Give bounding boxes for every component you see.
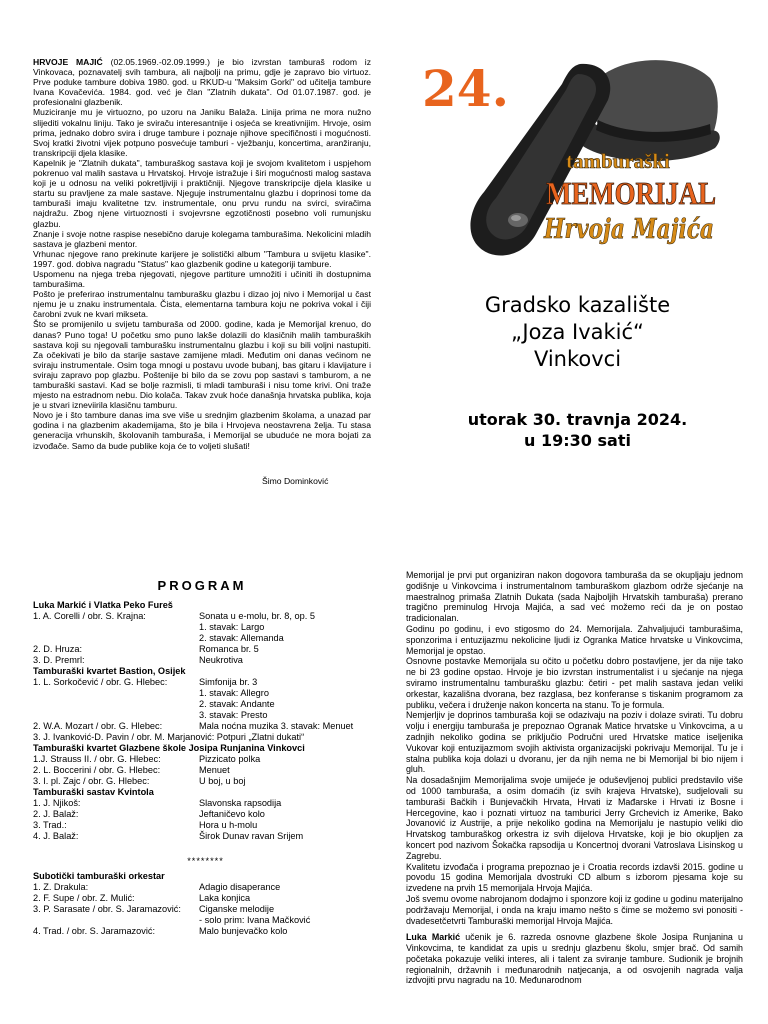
program-group bbox=[33, 600, 378, 666]
program-item bbox=[33, 926, 378, 937]
performer-bio-text: učenik je 6. razreda osnovne glazbene škole Josipa Runjanina u Vinkovcima, te kandidat za upis u srednju glazbenu školu, smjer brač. Od samih početaka pokazuje veliki interes, ali i talent za sviranje tambure. Sudionik je brojnih regionalnih, državnih i međunarodnih natjecanja, a od osvojenih nagrada valja izdvojiti prvu nagradu na 10. Međunarodnom bbox=[406, 932, 743, 986]
ensemble-name: Tamburaški sastav Kvintola bbox=[33, 787, 154, 797]
program-group bbox=[33, 787, 378, 842]
composer: 1. J. Njikoš: bbox=[33, 798, 81, 808]
time-line: u 19:30 sati bbox=[524, 431, 631, 450]
program-item bbox=[33, 893, 378, 904]
piece-title: Malo bunjevačko kolo bbox=[199, 926, 288, 936]
program-movement: 1. stavak: Largo bbox=[199, 622, 265, 632]
ensemble-name: Subotički tamburaški orkestar bbox=[33, 871, 165, 881]
bio-signature: Šimo Dominković bbox=[262, 476, 329, 486]
program-movement: 1. stavak: Allegro bbox=[199, 688, 269, 698]
program-item bbox=[33, 882, 378, 893]
biography bbox=[33, 57, 371, 451]
date-line: utorak 30. travnja 2024. bbox=[467, 410, 688, 429]
venue-line: Gradsko kazalište bbox=[484, 293, 671, 317]
bio-paragraph: Uspomenu na njega treba njegovati, njegove partiture umnožiti i učiniti ih dostupnima tamburašima. bbox=[33, 268, 371, 290]
composer: 3. D. Premrl: bbox=[33, 655, 85, 665]
piece-title: Sonata u e-molu, br. 8, op. 5 bbox=[199, 611, 315, 621]
composer: 3. I. pl. Zajc / obr. G. Hlebec: bbox=[33, 776, 150, 786]
piece-title: Romanca br. 5 bbox=[199, 644, 259, 654]
program-title: PROGRAM bbox=[157, 578, 247, 593]
piece-title: Laka konjica bbox=[199, 893, 251, 903]
article-paragraph: Nemjerljiv je doprinos tamburaša koji se odazivaju na poziv i dolaze svirati. Tu dobru volju i energiju tamburaša je prepoznao Ogranak Matice hrvatske u Vinkovcima, a u zadnjih nekoliko godina se priključio Područni ured Hrvatske matice iseljenika Vukovar koji entuzijazmom svojih aktivista organizacijski pokrivaju Memorijal. Tu je i stalna publika koja dolazi u dvoranu, jer da njih nema ne bi Memorijal bi bio nijem i gluh. bbox=[406, 710, 743, 775]
program-item bbox=[33, 655, 378, 666]
program-item bbox=[33, 798, 378, 809]
piece-title: U boj, u boj bbox=[199, 776, 246, 786]
program-item bbox=[33, 820, 378, 831]
program-item bbox=[33, 904, 378, 915]
memorial-number: 24. bbox=[422, 59, 509, 118]
piece-title: Slavonska rapsodija bbox=[199, 798, 282, 808]
piece-title: Simfonija br. 3 bbox=[199, 677, 258, 687]
composer: 1. L. Sorkočević / obr. G. Hlebec: bbox=[33, 677, 168, 687]
program-movement: 2. stavak: Andante bbox=[199, 699, 275, 709]
performer-name: Luka Markić bbox=[406, 932, 461, 943]
program-movement: - solo prim: Ivana Mačković bbox=[199, 915, 311, 925]
venue-line: „Joza Ivakić“ bbox=[511, 320, 644, 344]
piece-title: Mala noćna muzika 3. stavak: Menuet bbox=[199, 721, 354, 731]
program-movement: 3. stavak: Presto bbox=[199, 710, 268, 720]
program-item bbox=[33, 611, 378, 622]
memorial-article bbox=[406, 570, 743, 986]
bio-name: HRVOJE MAJIĆ bbox=[33, 57, 103, 67]
composer: 1.J. Strauss II. / obr. G. Hlebec: bbox=[33, 754, 161, 764]
bio-intro-text: (02.05.1969.-02.09.1999.) je bio izvrstan tamburaš rodom iz Vinkovaca, poznavatelj svih tambura, ali najbolji na primu, gdje je zapravo bio virtuoz. Prve poduke tambure dobiva 1980. god. u RKUD-u "Maksim Gorki" od učitelja tambure Ivana Kovačevića. 1984. god. već je član "Zlatnih dukata". Od 01.07.1987. god. je profesionalni glazbenik. bbox=[33, 57, 372, 108]
ensemble-name: Tamburaški kvartet Glazbene škole Josipa Runjanina Vinkovci bbox=[33, 743, 305, 753]
venue bbox=[430, 292, 725, 373]
program-item bbox=[33, 677, 378, 688]
intermission-separator: ******** bbox=[187, 856, 224, 866]
bio-paragraph: Novo je i što tambure danas ima sve više u srednjim glazbenim školama, a unazad par godina i na glazbenim akademijama, što je bila i Hrvojeva neostavrena želja. Tu stasa generacija vrhunskih, školovanih tamburaša, i Memorijal se ubuduće ne mora bojati za izvođače. Samo da bude publike koja će to voljeti slušati! bbox=[33, 410, 371, 451]
article-paragraph: Memorijal je prvi put organiziran nakon dogovora tamburaša da se okupljaju jednom godišnje u Vinkovcima i instrumentalnom tamburaškom glazbom održe sjećanje na maestralnog primaša Zlatnih Dukata (sada Najboljih Hrvatskih tamburaša) prerano tragično preminulog Hrvoja Majića, a sad već možemo reći da je on postao tradicionalan. bbox=[406, 570, 743, 624]
performer-bio bbox=[406, 932, 743, 986]
composer: 2. F. Supe / obr. Z. Mulić: bbox=[33, 893, 135, 903]
bio-paragraph: Kapelnik je "Zlatnih dukata", tamburaškog sastava koji je svojom kvalitetom i uspjehom pokrenuo val malih sastava u Hrvatskoj. Hrvoje istražuje i širi mogućnosti malog sastava koji je u odnosu na veliki pokretljiviji i praktičniji. Njegove transkripcije djela klasike u startu su pravljene za male sastave. Njeguje instrumentalnu glazbu i doprinosi tome da tamburaši imaju kvalitetne tzv. instrumentale, onu prvu rundu na svirci, sviračima najdražu. Zbog njene virtuoznosti i svojevrsne egzotičnosti posebno voli rumunjsku glazbu. bbox=[33, 157, 371, 229]
bio-intro bbox=[33, 57, 371, 107]
program-list bbox=[33, 600, 378, 937]
composer: 4. J. Balaž: bbox=[33, 831, 79, 841]
bio-paragraph: Vrhunac njegove rano prekinute karijere je solistički album "Tambura u svijetu klasike". 1997. god. dobiva nagradu "Status" kao glazbenik godine u kategoriji tambure. bbox=[33, 248, 371, 269]
program-item bbox=[33, 809, 378, 820]
bio-paragraph: Pošto je preferirao instrumentalnu tamburašku glazbu i dizao joj nivo i Memorijal u čast njemu je u znaku instrumentala. Čista, elementarna tambura koju ne pokriva vokal i čiji čarobni zvuk ne kvari mikseta. bbox=[33, 289, 371, 320]
piece-title: Neukrotiva bbox=[199, 655, 243, 665]
program-group bbox=[33, 871, 378, 937]
article-paragraph: Još svemu ovome nabrojanom dodajmo i sponzore koji iz godine u godinu materijalno podržavaju Memorijal, i onda na kraju imamo nešto s čime se možemo svi ponositi - dvadesetčetvrti Tamburaški memorijal Hrvoja Majića. bbox=[406, 893, 743, 926]
program-item bbox=[33, 644, 378, 655]
article-paragraph: Osnovne postavke Memorijala su očito u početku dobro postavljene, jer da nije tako ne bi 23 godine opstao. Hrvoje je bio izvrstan instrumentalist i u sjećanje na njega sviramo instrumentalnu tamburašku glazbu: četiri - pet malih sastava jedan veliki orkestar, kazališna dvorana, bez razglasa, bez konferanse s tiskanim programom za publiku, večera i druženje nakon koncerta na stanu. To je formula. bbox=[406, 656, 743, 710]
composer: 2. J. Balaž: bbox=[33, 809, 79, 819]
memorial-word-1: tamburaški bbox=[566, 149, 670, 173]
piece-title: Ciganske melodije bbox=[199, 904, 275, 914]
bio-paragraph: Znanje i svoje notne raspise nesebično daruje kolegama tamburašima. Nekolicini mladih sastava je glazbeni mentor. bbox=[33, 228, 371, 249]
ensemble-name: Tamburaški kvartet Bastion, Osijek bbox=[33, 666, 186, 676]
piece-title: Adagio disaperance bbox=[199, 882, 281, 892]
program-item bbox=[33, 776, 378, 787]
article-paragraph: Godinu po godinu, i evo stigosmo do 24. Memorijala. Zahvaljujući tamburašima, sponzorima i entuzijazmu nekolicine ljudi iz Ogranka Matice hrvatske u Vinkovcima, Memorijal je opstao. bbox=[406, 623, 743, 656]
ensemble-name: Luka Markić i Vlatka Peko Fureš bbox=[33, 600, 173, 610]
memorial-logo bbox=[420, 48, 725, 273]
composer: 2. W.A. Mozart / obr. G. Hlebec: bbox=[33, 721, 163, 731]
program-group bbox=[33, 743, 378, 787]
memorial-word-3: Hrvoja Majića bbox=[543, 214, 714, 245]
bio-paragraph: Što se promijenilo u svijetu tamburaša od 2000. godine, kada je Memorijal krenuo, do danas? Puno toga! U početku smo puno lakše dolazili do klasičnih malih tamburaških sastava koji su njegovali tamburašku instrumentalnu glazbu i koji su bili voljni nastupiti. Za očekivati je bilo da starije sastave zamijene mladi. Međutim oni danas većinom ne sviraju instrumentale. Osim toga mnogi u postavu uvode bubanj, bas gitaru i klavijature i sviraju zapravo pop glazbu. Poštenije bi bilo da se zovu pop sastavi s tamburom, a ne tamburaški sastavi. Kad se bolje razmisli, ti mladi tamburaši i nisu tome krivi. Oni traže mjesto na estradnom nebu. Dio kolača. Takav zvuk hoće današnja hrvatska publika, koja je u stvari izneviirila klasičnu tamburu. bbox=[33, 319, 371, 411]
composer: 2. L. Boccerini / obr. G. Hlebec: bbox=[33, 765, 161, 775]
article-paragraph: Kvalitetu izvođača i programa prepoznao je i Croatia records izdavši 2015. godine u povodu 15 godina Memorijala dvostruki CD album s izborom pjesama koje su izvedene na prvih 15 memorijala Hrvoja Majića. bbox=[406, 861, 743, 894]
composer: 3. Trad.: bbox=[33, 820, 67, 830]
bio-paragraph: Muziciranje mu je virtuozno, po uzoru na Janiku Balaža. Linija prima ne mora nužno slijediti vokalnu liniju. Tako je sviraču interesantnije i osjeća se kreativnijim. Hrvoje, osim prima, jednako dobro svira i druge tambure i poznaje njihove specifičnosti i mogućnosti. Svoj kratki životni vijek potpuno posvećuje tamburi - vježbanju, koncertima, aranžiranju, transkripciji djela klasike. bbox=[33, 107, 371, 158]
event-date bbox=[430, 409, 725, 451]
composer: 3. P. Sarasate / obr. S. Jaramazović: bbox=[33, 904, 181, 914]
venue-line: Vinkovci bbox=[533, 347, 622, 371]
piece-title: Menuet bbox=[199, 765, 230, 775]
piece-title: Pizzicato polka bbox=[199, 754, 261, 764]
composer: 1. A. Corelli / obr. S. Krajna: bbox=[33, 611, 146, 621]
program-item bbox=[33, 831, 378, 842]
article-paragraph: Na dosadašnjim Memorijalima svoje umijeće je oduševljenoj publici predstavilo više od 1000 tamburaša, a osim domaćih (iz svih krajeva Hrvatske), sudjelovali su tamburaši Bačkih i Bunjevačkih Hrvata, Hrvati iz Mađarske i Hrvati iz Bosne i Hercegovine, kao i poznati virtuoz na tamburici Jerry Grchevich iz Amerike, Bako Jovanović iz Austrije, a prije nekoliko godina na Memorijalu je nastupio veliki dio Hrvatskog tamburaškog orkestra iz svih dijelova Hrvatske, koji je bio okupljen za koncert pod nazivom Šokačka rapsodija u Koncertnoj dvorani Vatroslava Lisinskog u Zagrebu. bbox=[406, 775, 743, 861]
piece-title: Hora u h-molu bbox=[199, 820, 258, 830]
memorial-word-2: MEMORIJAL bbox=[546, 175, 716, 211]
composer: 2. D. Hruza: bbox=[33, 644, 83, 654]
program-group bbox=[33, 666, 378, 743]
composer: 1. Z. Drakula: bbox=[33, 882, 89, 892]
program-item bbox=[33, 721, 378, 732]
piece-title: Širok Dunav ravan Srijem bbox=[199, 831, 304, 841]
program-item bbox=[33, 765, 378, 776]
program-item bbox=[33, 754, 378, 765]
composer: 4. Trad. / obr. S. Jaramazović: bbox=[33, 926, 156, 936]
program-movement: 2. stavak: Allemanda bbox=[199, 633, 284, 643]
program-item: 3. J. Ivanković-D. Pavin / obr. M. Marjanović: Potpuri „Zlatni dukati“ bbox=[33, 732, 305, 742]
piece-title: Jeftaničevo kolo bbox=[199, 809, 265, 819]
